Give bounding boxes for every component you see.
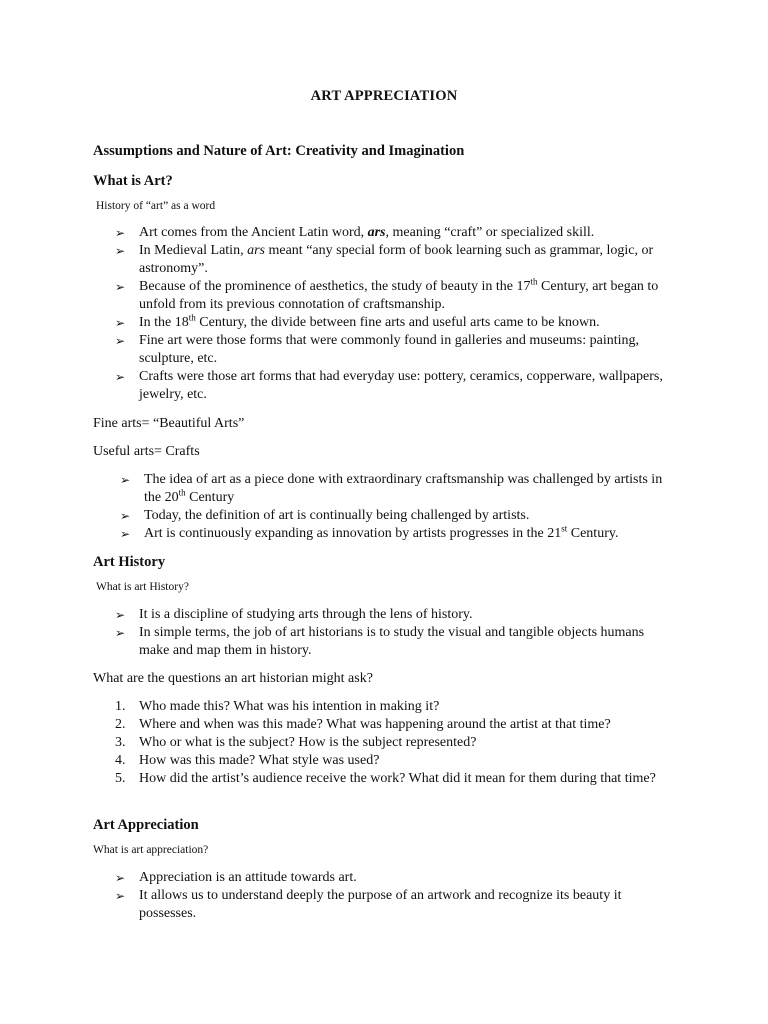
list-item: ➢ Today, the definition of art is continually being challenged by artists. xyxy=(120,508,530,523)
section-heading-art-appreciation: Art Appreciation xyxy=(93,817,199,833)
arrow-bullet-icon: ➢ xyxy=(115,608,126,622)
arrow-bullet-icon: ➢ xyxy=(120,473,131,487)
arrow-bullet-icon: ➢ xyxy=(115,244,126,258)
list-item: 1. Who made this? What was his intention in making it? xyxy=(115,699,440,714)
arrow-bullet-icon: ➢ xyxy=(115,316,126,330)
arrow-bullet-icon: ➢ xyxy=(115,889,126,903)
historian-questions-intro: What are the questions an art historian might ask? xyxy=(93,671,373,686)
list-item: 4. How was this made? What style was used? xyxy=(115,753,380,768)
list-item: ➢ In simple terms, the job of art historians is to study the visual and tangible objects humans make and map them in history. xyxy=(115,625,645,658)
main-heading: Assumptions and Nature of Art: Creativity and Imagination xyxy=(93,143,465,159)
arrow-bullet-icon: ➢ xyxy=(120,509,131,523)
list-item: ➢ Because of the prominence of aesthetics, the study of beauty in the 17th Century, art began to unfold from its previous connotation of craftsmanship. xyxy=(115,276,659,312)
list-item: ➢ The idea of art as a piece done with extraordinary craftsmanship was challenged by artists in the 20th Century xyxy=(120,472,663,505)
arrow-bullet-icon: ➢ xyxy=(115,280,126,294)
list-item: 3. Who or what is the subject? How is the subject represented? xyxy=(115,735,477,750)
arrow-bullet-icon: ➢ xyxy=(115,334,126,348)
list-item: ➢ Art comes from the Ancient Latin word, ars, meaning “craft” or specialized skill. xyxy=(115,225,595,240)
list-item: 5. How did the artist’s audience receive the work? What did it mean for them during that time? xyxy=(115,771,656,786)
list-item: 2. Where and when was this made? What was happening around the artist at that time? xyxy=(115,717,611,732)
document-title: ART APPRECIATION xyxy=(310,88,458,104)
list-item: ➢ In the 18th Century, the divide between fine arts and useful arts came to be known. xyxy=(115,312,600,330)
useful-arts-definition: Useful arts= Crafts xyxy=(93,444,200,459)
section-subheading-what-is-art-appreciation: What is art appreciation? xyxy=(93,844,209,856)
section-heading-what-is-art: What is Art? xyxy=(93,173,173,189)
list-item: ➢ It is a discipline of studying arts through the lens of history. xyxy=(115,607,473,622)
art-appreciation-list xyxy=(115,869,680,923)
art-word-history-list xyxy=(115,224,675,404)
art-history-list xyxy=(115,606,660,660)
arrow-bullet-icon: ➢ xyxy=(115,226,126,240)
fine-arts-definition: Fine arts= “Beautiful Arts” xyxy=(93,416,245,431)
list-item: ➢ Art is continuously expanding as innovation by artists progresses in the 21st Century. xyxy=(120,523,619,541)
list-item: ➢ In Medieval Latin, ars meant “any special form of book learning such as grammar, logic, or astronomy”. xyxy=(115,243,654,276)
arrow-bullet-icon: ➢ xyxy=(115,370,126,384)
arrow-bullet-icon: ➢ xyxy=(115,626,126,640)
list-item: ➢ It allows us to understand deeply the purpose of an artwork and recognize its beauty it possesses. xyxy=(115,888,622,921)
section-subheading-what-is-art-history: What is art History? xyxy=(96,581,189,593)
list-item: ➢ Appreciation is an attitude towards art. xyxy=(115,870,357,885)
section-heading-art-history: Art History xyxy=(93,554,166,570)
list-item: ➢ Crafts were those art forms that had everyday use: pottery, ceramics, copperware, wallpapers, jewelry, etc. xyxy=(115,369,663,402)
art-challenge-list xyxy=(120,471,680,543)
list-item: ➢ Fine art were those forms that were commonly found in galleries and museums: painting, sculpture, etc. xyxy=(115,333,639,366)
historian-questions-list xyxy=(115,698,685,788)
section-subheading-history-of-art: History of “art” as a word xyxy=(96,200,216,212)
arrow-bullet-icon: ➢ xyxy=(115,871,126,885)
arrow-bullet-icon: ➢ xyxy=(120,527,131,541)
